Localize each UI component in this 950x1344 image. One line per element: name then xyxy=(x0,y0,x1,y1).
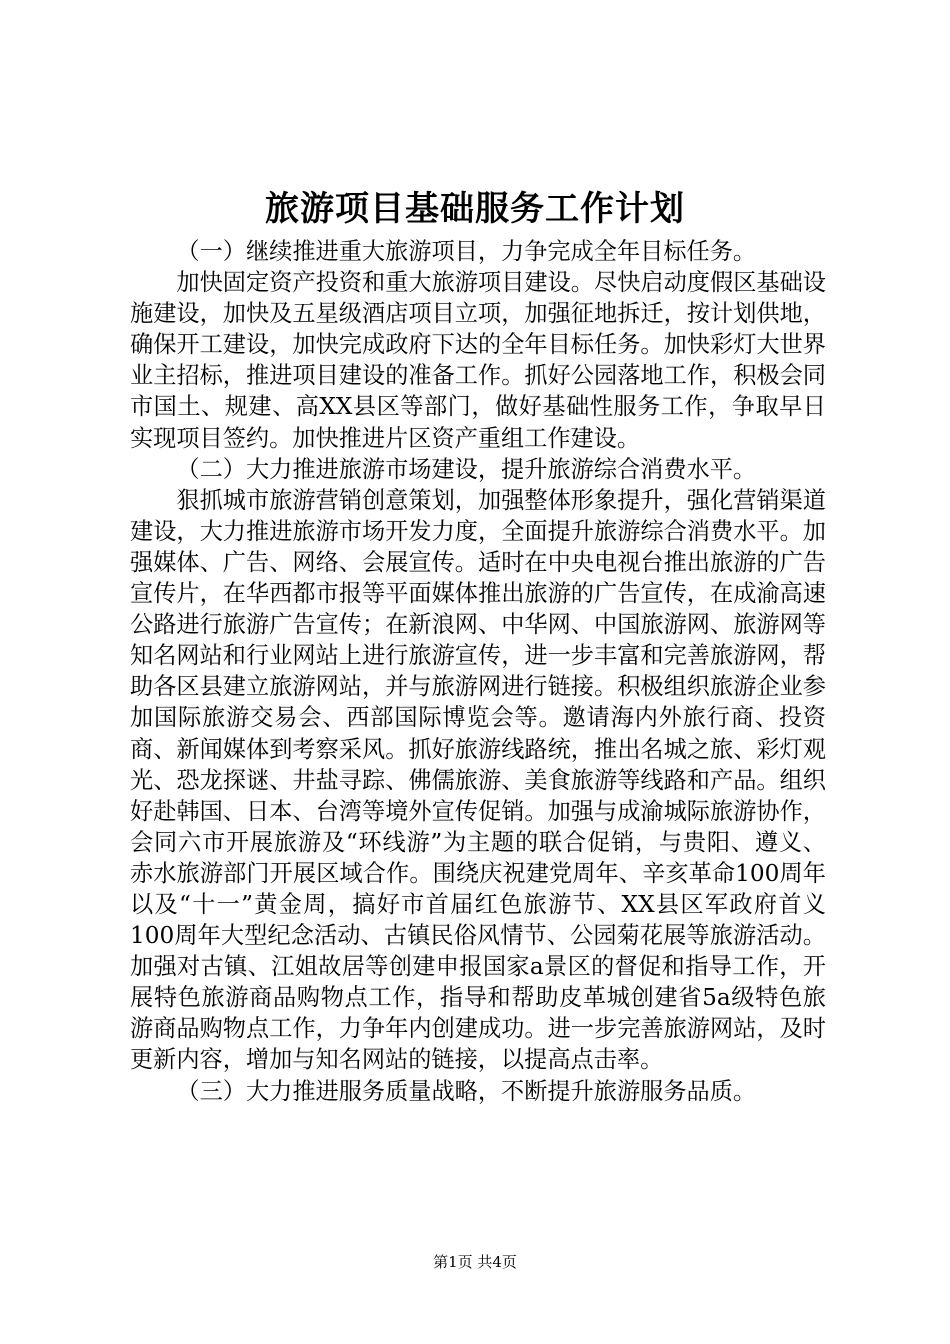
page-footer: 第1页 共4页 xyxy=(433,1253,517,1271)
document-body xyxy=(130,236,826,1107)
section-heading-1: （一）继续推进重大旅游项目，力争完成全年目标任务。 xyxy=(176,238,757,265)
section-heading-3: （三）大力推进服务质量战略，不断提升旅游服务品质。 xyxy=(176,1077,757,1105)
document-title: 旅游项目基础服务工作计划 xyxy=(265,189,685,229)
section-heading-2: （二）大力推进旅游市场建设，提升旅游综合消费水平。 xyxy=(176,455,757,483)
body-paragraph-1: 加快固定资产投资和重大旅游项目建设。尽快启动度假区基础设施建设，加快及五星级酒店项目立项，加强征地拆迁，按计划供地，确保开工建设，加快完成政府下达的全年目标任务。加快彩灯大世界业主招标，推进项目建设的准备工作。抓好公园落地工作，积极会同市国土、规建、高XX县区等部门，做好基础性服务工作，争取早日实现项目签约。加快推进片区资产重组工作建设。 xyxy=(130,269,826,452)
body-paragraph-2: 狠抓城市旅游营销创意策划，加强整体形象提升，强化营销渠道建设，大力推进旅游市场开发力度，全面提升旅游综合消费水平。加强媒体、广告、网络、会展宣传。适时在中央电视台推出旅游的广告宣传片，在华西都市报等平面媒体推出旅游的广告宣传，在成渝高速公路进行旅游广告宣传；在新浪网、中华网、中国旅游网、旅游网等知名网站和行业网站上进行旅游宣传，进一步丰富和完善旅游网，帮助各区县建立旅游网站，并与旅游网进行链接。积极组织旅游企业参加国际旅游交易会、西部国际博览会等。邀请海内外旅行商、投资商、新闻媒体到考察采风。抓好旅游线路统，推出名城之旅、彩灯观光、恐龙探谜、井盐寻踪、佛儒旅游、美食旅游等线路和产品。组织好赴韩国、日本、台湾等境外宣传促销。加强与成渝城际旅游协作，会同六市开展旅游及“环线游”为主题的联合促销，与贵阳、遵义、赤水旅游部门开展区域合作。围绕庆祝建党周年、辛亥革命100周年以及“十一”黄金周，搞好市首届红色旅游节、XX县区军政府首义100周年大型纪念活动、古镇民俗风情节、公园菊花展等旅游活动。加强对古镇、江姐故居等创建申报国家a景区的督促和指导工作，开展特色旅游商品购物点工作，指导和帮助皮革城创建省5a级特色旅游商品购物点工作，力争年内创建成功。进一步完善旅游网站，及时更新内容，增加与知名网站的链接，以提高点击率。 xyxy=(130,486,826,1074)
